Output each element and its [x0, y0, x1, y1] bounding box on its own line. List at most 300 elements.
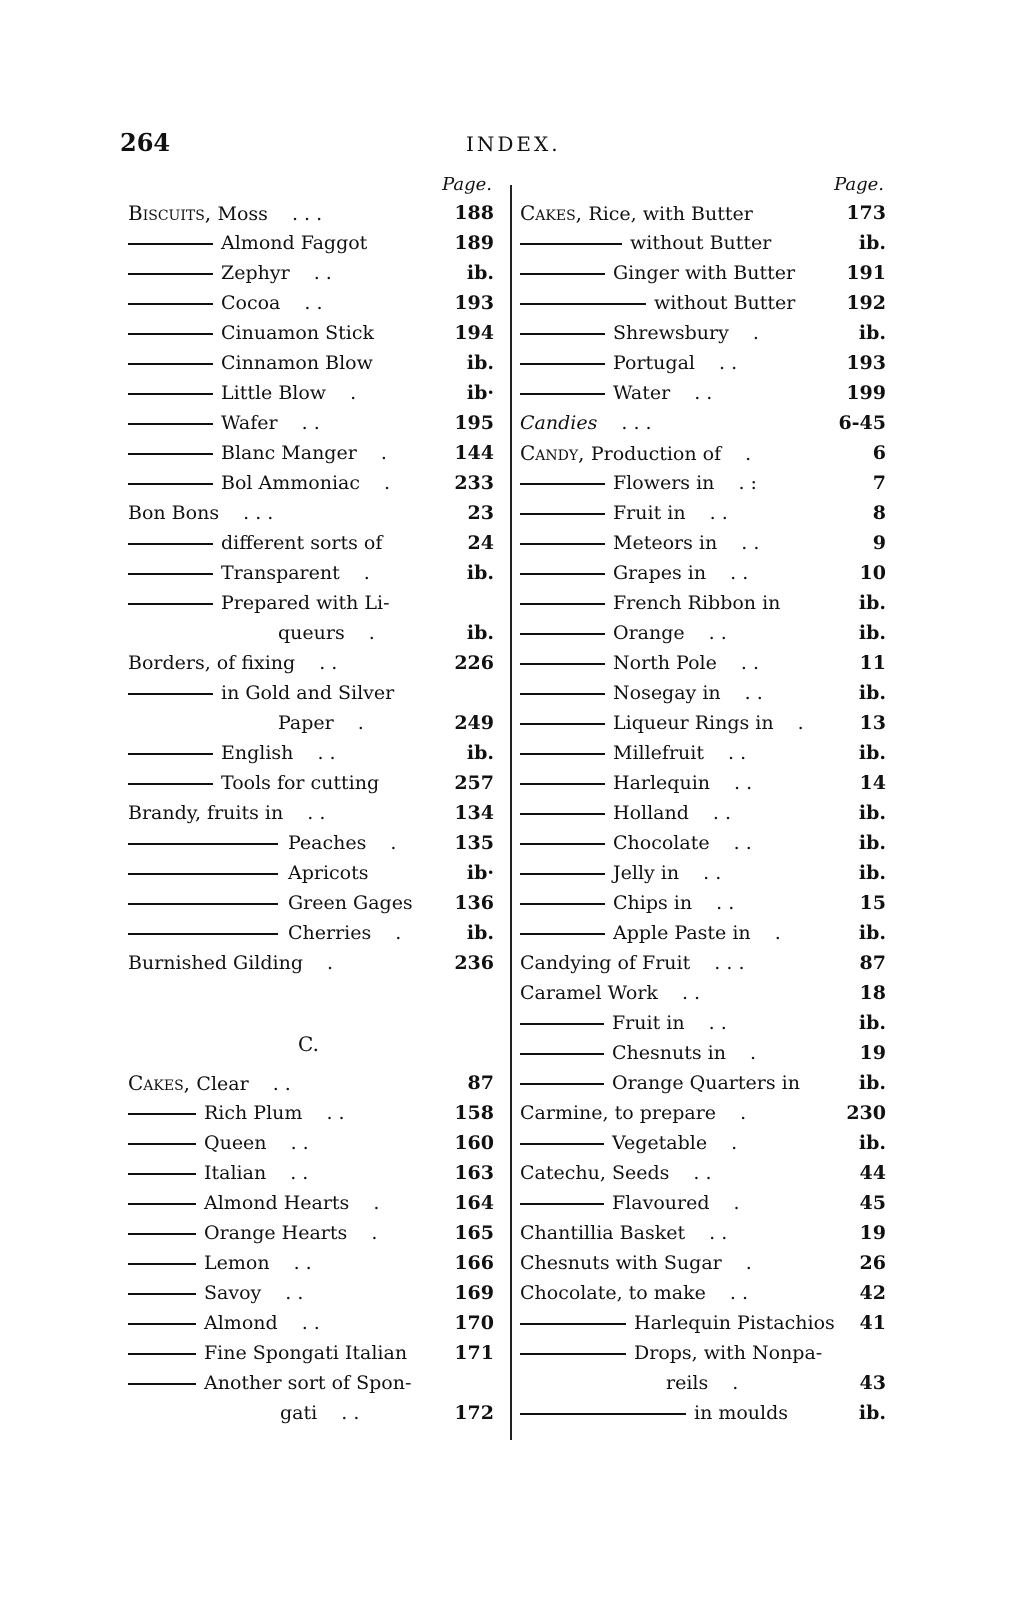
leader-dots: . [362, 622, 375, 644]
leader-dots: . . [284, 1132, 309, 1154]
leader-dots: . . [279, 1282, 304, 1304]
leader-dots: . . [697, 862, 722, 884]
index-entry [520, 408, 892, 438]
entry-text: Chips in [613, 892, 693, 914]
entry-page-number: ib. [466, 352, 494, 374]
index-entry [520, 1218, 892, 1248]
leader-dots: . . [735, 532, 760, 554]
entry-label [613, 498, 728, 528]
entry-label [221, 288, 323, 318]
entry-page-number: 41 [859, 1312, 886, 1334]
entry-label [613, 888, 734, 918]
entry-text: Apricots [288, 862, 369, 884]
entry-page-number: ib. [858, 232, 886, 254]
left-column [128, 170, 500, 1428]
entry-text: Production of [590, 443, 722, 465]
ditto-rule [128, 423, 213, 425]
index-list-b [128, 198, 500, 978]
entry-page-number: ib. [858, 592, 886, 614]
entry-page-number: 19 [859, 1042, 886, 1064]
entry-text: Tools for cutting [221, 772, 380, 794]
ditto-rule [520, 843, 605, 845]
index-entry [128, 1218, 500, 1248]
index-entry [520, 378, 892, 408]
ditto-rule [520, 753, 605, 755]
entry-label [204, 1248, 312, 1278]
entry-label [613, 738, 746, 768]
leader-dots: . . [311, 742, 336, 764]
ditto-rule [520, 783, 605, 785]
leader-dots: . . [266, 1073, 291, 1095]
entry-page-number: ib. [858, 682, 886, 704]
entry-page-number: 163 [454, 1162, 494, 1184]
entry-page-number: ib. [858, 1072, 886, 1094]
index-entry [520, 738, 892, 768]
entry-label [204, 1338, 407, 1368]
entry-page-number: 160 [454, 1132, 494, 1154]
entry-page-number: ib. [858, 1132, 886, 1154]
entry-label [204, 1278, 303, 1308]
entry-label [520, 1278, 748, 1308]
index-entry [520, 1188, 892, 1218]
index-entry [128, 408, 500, 438]
index-entry [128, 798, 500, 828]
entry-page-number: 194 [454, 322, 494, 344]
index-entry [520, 1338, 892, 1368]
entry-text: Bol Ammoniac [221, 472, 360, 494]
leader-dots: . [768, 922, 781, 944]
index-entry [520, 318, 892, 348]
entry-page-number: 15 [859, 892, 886, 914]
index-entry [128, 378, 500, 408]
entry-text: Caramel Work [520, 982, 658, 1004]
ditto-rule [128, 573, 213, 575]
entry-label [221, 318, 374, 348]
ditto-rule [520, 933, 605, 935]
entry-label [288, 918, 401, 948]
entry-page-number: ib. [858, 832, 886, 854]
entry-label [204, 1128, 309, 1158]
ditto-rule [520, 273, 605, 275]
entry-label [204, 1368, 411, 1398]
index-entry [128, 1338, 500, 1368]
leader-dots: . [384, 832, 397, 854]
entry-page-number: 192 [846, 292, 886, 314]
entry-page-number: 9 [872, 532, 886, 554]
ditto-rule [128, 603, 213, 605]
entry-text: Fine Spongati Italian [204, 1342, 408, 1364]
entry-page-number: 8 [872, 502, 886, 524]
ditto-rule [520, 903, 605, 905]
ditto-rule [128, 333, 213, 335]
index-entry [128, 858, 500, 888]
entry-text: Little Blow [221, 382, 327, 404]
index-entry [128, 318, 500, 348]
ditto-rule [520, 1083, 604, 1085]
entry-label [278, 708, 364, 738]
ditto-rule [128, 903, 278, 905]
index-entry [520, 528, 892, 558]
entry-text: without Butter [654, 292, 796, 314]
entry-page-number: ib. [466, 922, 494, 944]
ditto-rule [128, 1353, 196, 1355]
entry-label [221, 258, 332, 288]
entry-page-number: 11 [859, 652, 886, 674]
entry-page-number: ib. [858, 622, 886, 644]
entry-text: Grapes in [613, 562, 707, 584]
ditto-rule [128, 1383, 196, 1385]
entry-label [520, 978, 700, 1008]
ditto-rule [520, 1413, 686, 1415]
index-entry [128, 618, 500, 648]
entry-text: Cinuamon Stick [221, 322, 375, 344]
index-entry [128, 288, 500, 318]
running-title: INDEX. [466, 132, 561, 156]
entry-text: Chantillia Basket [520, 1222, 686, 1244]
index-list-c [128, 1068, 500, 1428]
entry-label [221, 438, 387, 468]
index-entry [520, 648, 892, 678]
entry-page-number: 23 [467, 502, 494, 524]
leader-dots: . [378, 472, 391, 494]
entry-label [288, 828, 396, 858]
leader-dots: . . [727, 832, 752, 854]
entry-text: Paper [278, 712, 334, 734]
entry-page-number: ib. [466, 262, 494, 284]
entry-page-number: ib. [858, 1402, 886, 1424]
entry-page-number: 14 [859, 772, 886, 794]
entry-text: Nosegay in [613, 682, 721, 704]
leader-dots: . [726, 1372, 739, 1394]
leader-dots: . . [313, 652, 338, 674]
index-entry [520, 1398, 892, 1428]
leader-dots: . [791, 712, 804, 734]
ditto-rule [520, 813, 605, 815]
entry-label [613, 528, 759, 558]
ditto-rule [520, 513, 605, 515]
leader-dots: . [739, 443, 752, 465]
entry-label [221, 738, 336, 768]
index-entry [520, 1068, 892, 1098]
entry-page-number: 188 [454, 202, 494, 224]
entry-label [613, 348, 737, 378]
leader-dots: . . . [615, 412, 652, 434]
entry-text: Water [613, 382, 671, 404]
ditto-rule [128, 1323, 196, 1325]
index-entry [128, 498, 500, 528]
entry-label [128, 798, 325, 828]
ditto-rule [128, 363, 213, 365]
entry-page-number: ib· [466, 382, 494, 404]
entry-page-number: 189 [454, 232, 494, 254]
entry-text: Chesnuts with Sugar [520, 1252, 722, 1274]
entry-label [204, 1158, 308, 1188]
entry-label [520, 1218, 727, 1248]
entry-page-number: ib· [466, 862, 494, 884]
entry-text: Prepared with Li- [221, 592, 390, 614]
entry-label [128, 648, 337, 678]
entry-label [128, 948, 333, 978]
entry-label [128, 1068, 291, 1099]
leader-dots: . [321, 952, 334, 974]
entry-page-number: 195 [454, 412, 494, 434]
entry-page-number: 236 [454, 952, 494, 974]
ditto-rule [128, 1173, 196, 1175]
entry-page-number: 193 [454, 292, 494, 314]
entry-page-number: 226 [454, 652, 494, 674]
index-entry [520, 678, 892, 708]
entry-label [288, 888, 413, 918]
entry-text: Cherries [288, 922, 372, 944]
entry-page-number: 191 [846, 262, 886, 284]
entry-text: Rice, with Butter [588, 203, 753, 225]
column-divider [510, 185, 512, 1440]
entry-label [613, 828, 752, 858]
ditto-rule [520, 1323, 626, 1325]
entry-text: Chesnuts in [612, 1042, 726, 1064]
entry-text: Chocolate, to make [520, 1282, 706, 1304]
index-entry [520, 1248, 892, 1278]
index-entry [520, 918, 892, 948]
entry-head: Biscuits, [128, 201, 218, 225]
entry-text: Almond Faggot [221, 232, 368, 254]
index-entry [128, 1068, 500, 1098]
entry-text: Savoy [204, 1282, 262, 1304]
index-entry [128, 648, 500, 678]
entry-label [221, 228, 367, 258]
entry-text: Apple Paste in [613, 922, 751, 944]
entry-page-number: ib. [858, 922, 886, 944]
entry-head: Cakes, [520, 201, 589, 225]
entry-page-number: 249 [454, 712, 494, 734]
entry-label [613, 258, 795, 288]
leader-dots: . . [724, 562, 749, 584]
ditto-rule [128, 1203, 196, 1205]
index-entry [520, 1098, 892, 1128]
entry-label [630, 228, 771, 258]
entry-label [221, 348, 373, 378]
entry-page-number: 44 [859, 1162, 886, 1184]
entry-page-number: 43 [859, 1372, 886, 1394]
entry-page-number: 173 [846, 202, 886, 224]
index-entry [128, 1188, 500, 1218]
index-entry [520, 798, 892, 828]
entry-text: Orange [613, 622, 685, 644]
leader-dots: . . [723, 1282, 749, 1304]
entry-label [288, 858, 369, 888]
index-entry [128, 588, 500, 618]
leader-dots: . . . [237, 502, 274, 524]
index-entry [128, 1248, 500, 1278]
entry-label [221, 558, 370, 588]
entry-text: Meteors in [613, 532, 718, 554]
index-entry [520, 708, 892, 738]
leader-dots: . . [287, 1252, 312, 1274]
entry-page-number: 134 [454, 802, 494, 824]
index-entry [520, 438, 892, 468]
leader-dots: . : [732, 472, 757, 494]
entry-page-number: 6 [872, 442, 886, 464]
entry-page-number: 7 [872, 472, 886, 494]
entry-label [204, 1218, 377, 1248]
entry-text: Borders, of fixing [128, 652, 296, 674]
entry-label [520, 1158, 712, 1188]
entry-text: Flavoured [612, 1192, 710, 1214]
ditto-rule [520, 1053, 604, 1055]
entry-text: Italian [204, 1162, 267, 1184]
entry-page-number: 26 [859, 1252, 886, 1274]
section-letter: C. [298, 1032, 319, 1056]
entry-label [612, 1008, 727, 1038]
entry-page-number: 165 [454, 1222, 494, 1244]
index-entry [520, 1308, 892, 1338]
index-entry [520, 1008, 892, 1038]
entry-label [666, 1368, 738, 1398]
index-entry [520, 828, 892, 858]
entry-page-number: 10 [859, 562, 886, 584]
entry-page-number: 233 [454, 472, 494, 494]
entry-text: queurs [278, 622, 345, 644]
section-heading-c [128, 978, 500, 1068]
leader-dots: . . [687, 1162, 712, 1184]
entry-text: Zephyr [221, 262, 290, 284]
entry-label [520, 1248, 752, 1278]
index-entry [520, 198, 892, 228]
right-column [520, 170, 892, 1428]
entry-text: Ginger with Butter [613, 262, 796, 284]
leader-dots: . [746, 322, 759, 344]
entry-text: Wafer [221, 412, 278, 434]
entry-page-number: 13 [859, 712, 886, 734]
index-entry [128, 1308, 500, 1338]
entry-text: Drops, with Nonpa- [634, 1342, 823, 1364]
entry-text: Catechu, Seeds [520, 1162, 670, 1184]
entry-label [613, 768, 752, 798]
entry-label [221, 768, 379, 798]
entry-page-number: ib. [858, 802, 886, 824]
entry-text: Vegetable [612, 1132, 708, 1154]
ditto-rule [520, 333, 605, 335]
index-entry [128, 768, 500, 798]
entry-text: without Butter [630, 232, 772, 254]
index-entry [520, 978, 892, 1008]
entry-page-number: 24 [467, 532, 494, 554]
leader-dots: . . [320, 1102, 345, 1124]
ditto-rule [128, 873, 278, 875]
ditto-rule [128, 1233, 196, 1235]
entry-page-number: ib. [858, 322, 886, 344]
entry-label [204, 1098, 345, 1128]
entry-label [204, 1188, 379, 1218]
ditto-rule [128, 1113, 196, 1115]
ditto-rule [128, 243, 213, 245]
entry-head: Cakes, [128, 1071, 197, 1095]
leader-dots: . . [335, 1402, 360, 1424]
entry-page-number: ib. [466, 562, 494, 584]
leader-dots: . . [703, 1222, 728, 1244]
entry-page-number: 164 [454, 1192, 494, 1214]
entry-text: Portugal [613, 352, 695, 374]
entry-label [221, 378, 356, 408]
index-entry [128, 1368, 500, 1398]
index-entry [128, 738, 500, 768]
leader-dots: . . [675, 982, 701, 1004]
leader-dots: . . [703, 502, 728, 524]
entry-text: Fruit in [612, 1012, 685, 1034]
index-entry [128, 558, 500, 588]
entry-label [612, 1038, 756, 1068]
entry-text: different sorts of [221, 532, 383, 554]
index-entry [520, 1158, 892, 1188]
page-column-heading [128, 170, 500, 198]
index-entry [520, 258, 892, 288]
entry-label [613, 468, 757, 498]
entry-text: Queen [204, 1132, 267, 1154]
leader-dots: . [743, 1042, 757, 1064]
ditto-rule [520, 1203, 604, 1205]
entry-page-number: 158 [454, 1102, 494, 1124]
entry-page-number: ib. [466, 622, 494, 644]
ditto-rule [128, 483, 213, 485]
entry-label [128, 198, 322, 229]
entry-text: Shrewsbury [613, 322, 729, 344]
entry-label [520, 438, 751, 469]
entry-text: Almond [204, 1312, 278, 1334]
entry-text: Holland [613, 802, 689, 824]
entry-text: reils [666, 1372, 709, 1394]
leader-dots: . [734, 1102, 747, 1124]
ditto-rule [520, 1143, 604, 1145]
index-entry [520, 498, 892, 528]
entry-text: French Ribbon in [613, 592, 781, 614]
entry-label [613, 708, 804, 738]
ditto-rule [128, 273, 213, 275]
entry-text: Brandy, fruits in [128, 802, 284, 824]
entry-label [613, 858, 721, 888]
entry-label [694, 1398, 788, 1428]
entry-label [221, 528, 382, 558]
leader-dots: . . [706, 802, 732, 824]
ditto-rule [520, 663, 605, 665]
leader-dots: . . [307, 262, 332, 284]
entry-text: Flowers in [613, 472, 715, 494]
index-entry [128, 348, 500, 378]
leader-dots: . . [710, 892, 735, 914]
index-entry [520, 888, 892, 918]
entry-text: Harlequin [613, 772, 711, 794]
entry-page-number: 170 [454, 1312, 494, 1334]
index-entry [520, 558, 892, 588]
entry-page-number: 87 [859, 952, 886, 974]
entry-label [520, 198, 753, 229]
index-entry [128, 678, 500, 708]
entry-text: Fruit in [613, 502, 686, 524]
entry-text: Another sort of Spon- [204, 1372, 412, 1394]
page-header [120, 128, 920, 158]
entry-label [654, 288, 795, 318]
entry-label [204, 1308, 320, 1338]
leader-dots: . [367, 1192, 380, 1214]
leader-dots: . . . [285, 203, 323, 225]
entry-page-number: ib. [858, 1012, 886, 1034]
leader-dots: . [344, 382, 357, 404]
entry-page-number: 19 [859, 1222, 886, 1244]
entry-label [221, 678, 394, 708]
index-entry [520, 1128, 892, 1158]
entry-page-number: ib. [858, 742, 886, 764]
ditto-rule [520, 873, 605, 875]
entry-label [613, 798, 731, 828]
